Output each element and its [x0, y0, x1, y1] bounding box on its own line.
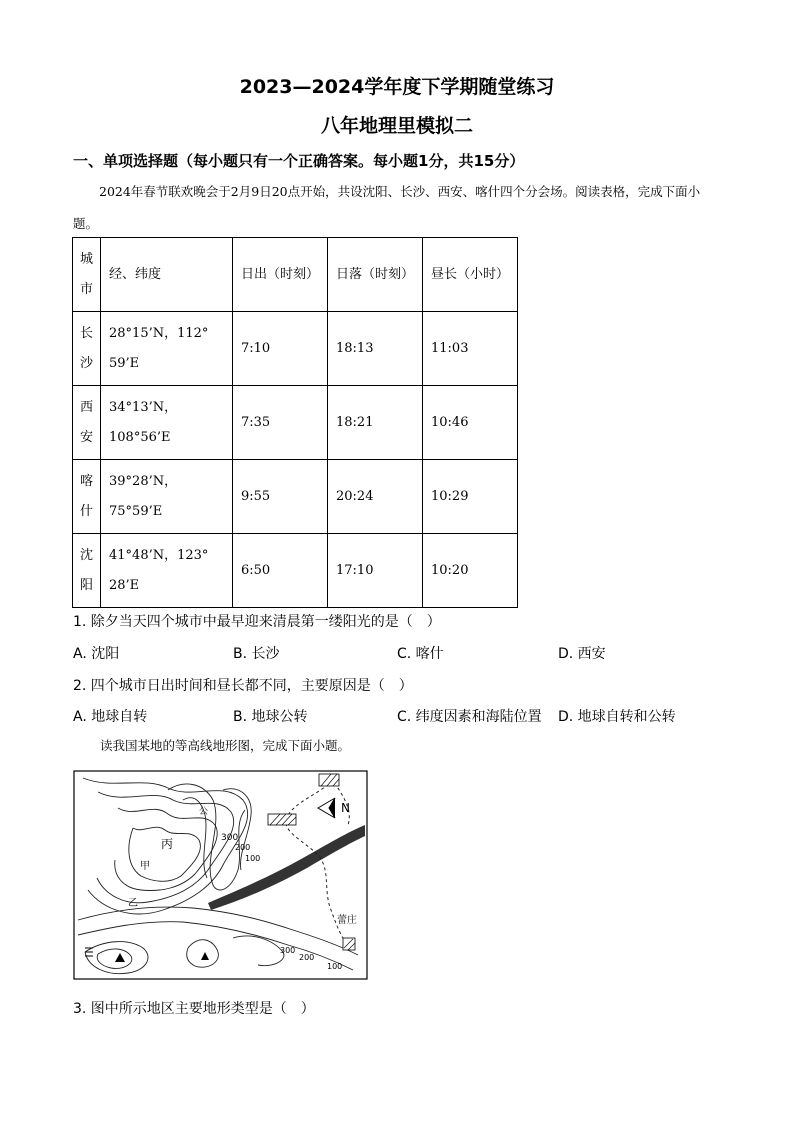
daylength-cell: 11:03 — [423, 312, 518, 386]
contour-map — [73, 770, 368, 980]
question-2-option-d[interactable]: D. 地球自转和公转 — [558, 709, 676, 725]
settlement-icon — [268, 814, 296, 825]
question-1-option-a[interactable]: A. 沈阳 — [73, 646, 120, 662]
place-label-jia: 甲 — [140, 861, 150, 872]
city-cell: 沈阳 — [73, 534, 101, 608]
sunset-cell: 18:21 — [328, 386, 423, 460]
city-cell: 长沙 — [73, 312, 101, 386]
map-intro: 读我国某地的等高线地形图，完成下面小题。 — [100, 738, 351, 753]
question-1-option-b[interactable]: B. 长沙 — [233, 646, 280, 662]
contour-label-100: 100 — [327, 962, 343, 971]
daylength-cell: 10:46 — [423, 386, 518, 460]
map-frame — [74, 771, 367, 979]
coords-cell: 41°48’N，123° 28’E — [101, 534, 233, 608]
sunrise-cell: 9:55 — [233, 460, 328, 534]
question-2-option-c[interactable]: C. 纬度因素和海陆位置 — [397, 709, 542, 725]
question-2-option-b[interactable]: B. 地球公转 — [233, 709, 308, 725]
contour-label-200: 200 — [299, 953, 315, 962]
question-1-option-d[interactable]: D. 西安 — [558, 646, 606, 662]
daylength-cell: 10:20 — [423, 534, 518, 608]
sunset-cell: 18:13 — [328, 312, 423, 386]
sunset-cell: 20:24 — [328, 460, 423, 534]
contour-label-100: 100 — [245, 854, 261, 863]
settlement-icon — [343, 938, 355, 950]
sunset-cell: 17:10 — [328, 534, 423, 608]
table-header-cell: 经、纬度 — [101, 238, 233, 312]
table-row — [73, 312, 518, 386]
question-3-stem: 3. 图中所示地区主要地形类型是（ ） — [73, 1001, 315, 1017]
contour-label-300: 300 — [280, 946, 296, 955]
city-cell: 西安 — [73, 386, 101, 460]
coords-cell: 34°13’N，108°56’E — [101, 386, 233, 460]
place-label-gong: 公 — [199, 807, 209, 817]
sunrise-cell: 7:10 — [233, 312, 328, 386]
question-2-option-a[interactable]: A. 地球自转 — [73, 709, 148, 725]
table-header-cell: 城市 — [73, 238, 101, 312]
coords-cell: 28°15’N，112° 59’E — [101, 312, 233, 386]
question-intro: 2024年春节联欢晚会于2月9日20点开始，共设沈阳、长沙、西安、喀什四个分会场。阅读表格，完成下面小题。 — [73, 184, 701, 231]
settlement-icon — [319, 774, 339, 786]
contour-label-300: 300 — [221, 833, 239, 843]
table-header-cell: 日出（时刻） — [233, 238, 328, 312]
exam-title: 2023—2024学年度下学期随堂练习 — [239, 76, 555, 98]
question-2-stem: 2. 四个城市日出时间和昼长都不同，主要原因是（ ） — [73, 678, 413, 694]
exam-subtitle: 八年地理里模拟二 — [320, 115, 473, 137]
table-header-cell: 日落（时刻） — [328, 238, 423, 312]
table-row — [73, 534, 518, 608]
coords-cell: 39°28’N，75°59’E — [101, 460, 233, 534]
sunrise-cell: 7:35 — [233, 386, 328, 460]
table-header-row — [73, 238, 518, 312]
place-label-leizhuang: 蕾庄 — [337, 915, 357, 926]
sunrise-cell: 6:50 — [233, 534, 328, 608]
city-sun-table — [72, 237, 518, 608]
place-label-yi: 乙 — [128, 898, 138, 909]
city-cell: 喀什 — [73, 460, 101, 534]
question-1-stem: 1. 除夕当天四个城市中最早迎来清晨第一缕阳光的是（ ） — [73, 614, 441, 630]
daylength-cell: 10:29 — [423, 460, 518, 534]
section-heading: 一、单项选择题（每小题只有一个正确答案。每小题1分，共15分） — [73, 152, 525, 170]
contour-label-200: 200 — [235, 843, 251, 852]
place-label-bing: 丙 — [161, 837, 174, 851]
table-header-cell: 昼长（小时） — [423, 238, 518, 312]
question-1-option-c[interactable]: C. 喀什 — [397, 646, 444, 662]
table-row — [73, 386, 518, 460]
table-row — [73, 460, 518, 534]
north-label: N — [341, 801, 350, 815]
